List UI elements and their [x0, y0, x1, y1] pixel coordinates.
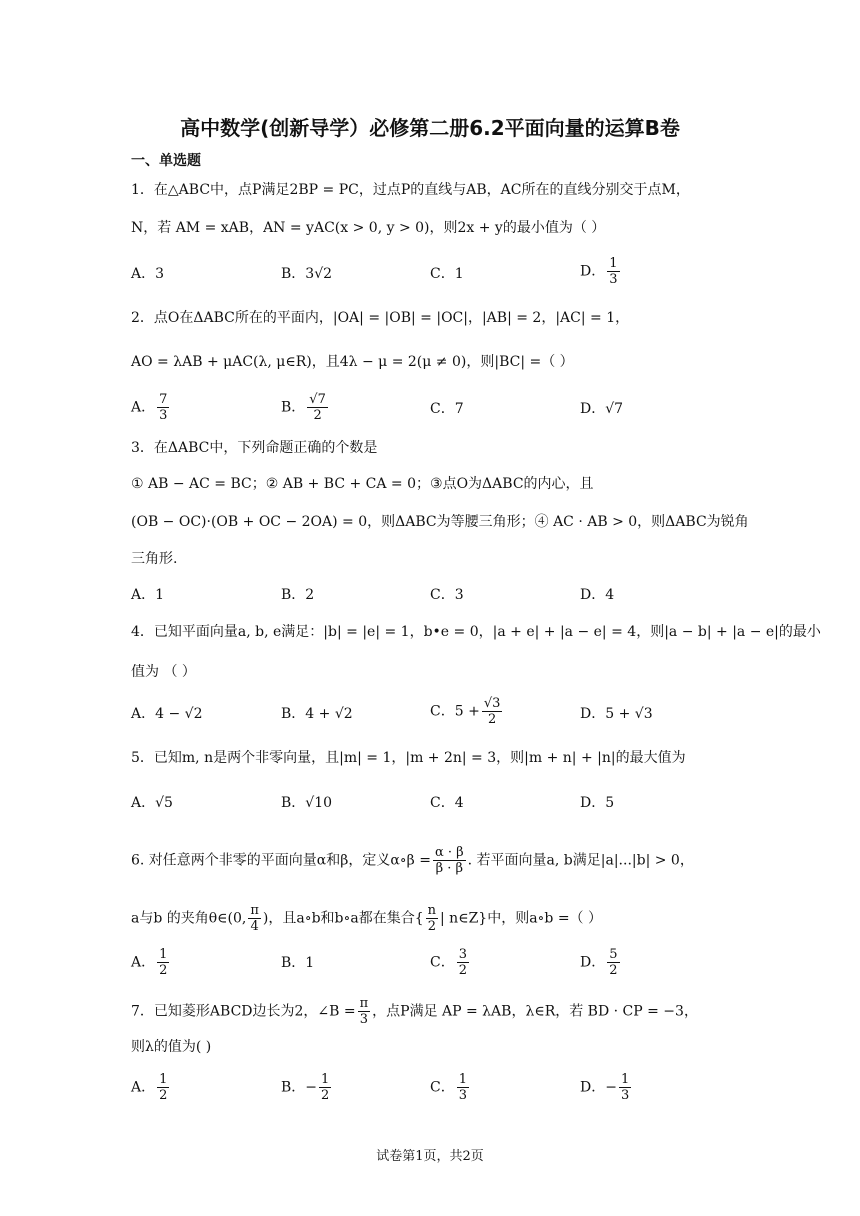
q7-option-c: C． $\frac{1}{3}$ — [430, 1072, 467, 1103]
q5-option-c: C．4 — [430, 795, 464, 811]
q2-option-c: C．7 — [430, 401, 464, 417]
q1-option-c: C．1 — [430, 266, 464, 282]
q4-text-line1: 4．已知平面向量a, b, e满足：|b| = |e| = 1，b•e = 0，|a + e| + |a − e| = 4，则|a − b| + |a − e|的最小 — [131, 624, 821, 640]
q4-text-line2: 值为 （ ） — [131, 664, 196, 680]
q7-text-line1: 7．已知菱形ABCD边长为2，∠B = $\frac{\pi}{3}$ ，点P满足 AP = λAB，λ∈R，若 BD · CP = −3， — [131, 996, 698, 1027]
q1-text-line1: 1．在△ABC中，点P满足2BP = PC，过点P的直线与AB，AC所在的直线分别交于点M， — [131, 182, 690, 198]
q6-text-line2: a与b 的夹角θ∈(0, $\frac{\pi}{4}$ )，且a∘b和b∘a都在集合{ $\frac{n}{2}$ | n∈Z}中，则a∘b =（ ） — [131, 903, 602, 934]
q2-text-line2: AO = λAB + μAC(λ, μ∈R)，且4λ − μ = 2(μ ≠ 0)，则|BC| =（ ） — [131, 354, 574, 370]
q6-option-d: D． $\frac{5}{2}$ — [580, 947, 618, 978]
section-heading: 一、单选题 — [131, 153, 201, 169]
q3-text-line4: 三角形. — [131, 551, 178, 567]
q6-option-a: A． $\frac{1}{2}$ — [131, 947, 168, 978]
q3-text-line3: (OB − OC)·(OB + OC − 2OA) = 0，则ΔABC为等腰三角形；④ AC · AB > 0，则ΔABC为锐角 — [131, 514, 749, 530]
q1-text-line2: N，若 AM = xAB，AN = yAC(x > 0, y > 0)，则2x + y的最小值为（ ） — [131, 220, 606, 236]
q6-option-c: C． $\frac{3}{2}$ — [430, 947, 467, 978]
q4-option-c: C．5 + $\frac{√3}{2}$ — [430, 696, 501, 727]
q7-text-line2: 则λ的值为( ) — [131, 1039, 212, 1055]
q4-option-d: D．5 + √3 — [580, 706, 653, 722]
q7-option-d: D．− $\frac{1}{3}$ — [580, 1072, 630, 1103]
page-footer: 试卷第1页，共2页 — [376, 1149, 484, 1164]
q7-option-a: A． $\frac{1}{2}$ — [131, 1072, 168, 1103]
q1-option-a: A．3 — [131, 266, 165, 282]
q3-option-b: B．2 — [281, 587, 315, 603]
page-title: 高中数学(创新导学）必修第二册6.2平面向量的运算B卷 — [180, 116, 680, 140]
q3-text-line2: ① AB − AC = BC；② AB + BC + CA = 0；③点O为ΔABC的内心，且 — [131, 476, 594, 492]
q2-option-a: A． $\frac{7}{3}$ — [131, 392, 168, 423]
q3-option-c: C．3 — [430, 587, 464, 603]
q3-text-line1: 3．在ΔABC中，下列命题正确的个数是 — [131, 440, 378, 456]
q1-option-b: B．3√2 — [281, 266, 333, 282]
q6-text-line1: 6. 对任意两个非零的平面向量α和β，定义α∘β = $\frac{\alpha \cdot \beta}{\beta \cdot \beta}$ . 若平面向量a, b满足|a|...|b| > 0， — [131, 845, 694, 876]
q5-option-a: A．√5 — [131, 795, 173, 811]
q5-option-d: D．5 — [580, 795, 615, 811]
q1-option-d: D． $\frac{1}{3}$ — [580, 256, 618, 287]
q4-option-a: A．4 − √2 — [131, 706, 203, 722]
q5-text-line1: 5．已知m, n是两个非零向量，且|m| = 1，|m + 2n| = 3，则|m + n| + |n|的最大值为 — [131, 750, 686, 766]
q5-option-b: B．√10 — [281, 795, 333, 811]
q3-option-a: A．1 — [131, 587, 165, 603]
q7-option-b: B．− $\frac{1}{2}$ — [281, 1072, 330, 1103]
q2-option-d: D．√7 — [580, 401, 624, 417]
q2-option-b: B． $\frac{√7}{2}$ — [281, 392, 326, 423]
q4-option-b: B．4 + √2 — [281, 706, 353, 722]
q2-text-line1: 2．点O在ΔABC所在的平面内，|OA| = |OB| = |OC|，|AB| = 2，|AC| = 1， — [131, 310, 630, 326]
q6-option-b: B．1 — [281, 955, 315, 971]
q3-option-d: D．4 — [580, 587, 615, 603]
